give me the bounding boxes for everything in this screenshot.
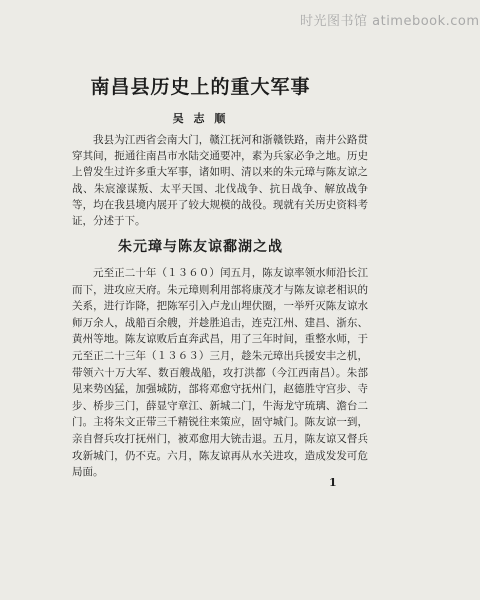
author: 吴 志 顺 [172,112,229,125]
page-title: 南昌县历史上的重大军事 [90,76,311,98]
page-number: 1 [329,476,337,489]
section-heading: 朱元璋与陈友谅鄱湖之战 [118,239,283,255]
watermark: 时光图书馆 atimebook.com [300,14,480,29]
intro-paragraph: 我县为江西省会南大门，赣江抚河和浙赣铁路，南井公路贯穿其间，扼通往南昌市水陆交通要冲，素为兵家必争之地。历史上曾发生过许多重大军事，诸如明、清以来的朱元璋与陈友谅之战、朱宸濠谋叛、太平天国、北伐战争、抗日战争、解放战争等，均在我县境内展开了较大规模的战役。现就有关历史资料考证，分述于下。 [72,134,368,228]
body-paragraph: 元至正二十年（１３６０）闰五月，陈友谅率领水师沿长江而下，进攻应天府。朱元璋则利用部将康茂才与陈友谅老相识的关系，进行诈降，把陈军引入卢龙山埋伏圈，一举歼灭陈友谅水师万余人，战船百余艘，并趁胜追击，连克江州、建昌、浙东、黄州等地。陈友谅败后直奔武昌，用了三年时间，重整水师，于元至正二十三年（１３６３）三月，趁朱元璋出兵援安丰之机，带领六十万大军、数百艘战船，攻打洪都（今江西南昌）。朱部见来势凶猛，加强城防，部将邓愈守抚州门，赵德胜守宫步、寺步、桥步三门，薛显守章江、新城二门，牛海龙守琉璃、澹台二门。主将朱文正带三千精锐往来策应，固守城门。陈友谅一到，亲自督兵攻打抚州门，被邓愈用大铳击退。五月，陈友谅又督兵攻新城门，仍不克。六月，陈友谅再从水关进攻，造成发发可危局面。 [72,267,368,479]
